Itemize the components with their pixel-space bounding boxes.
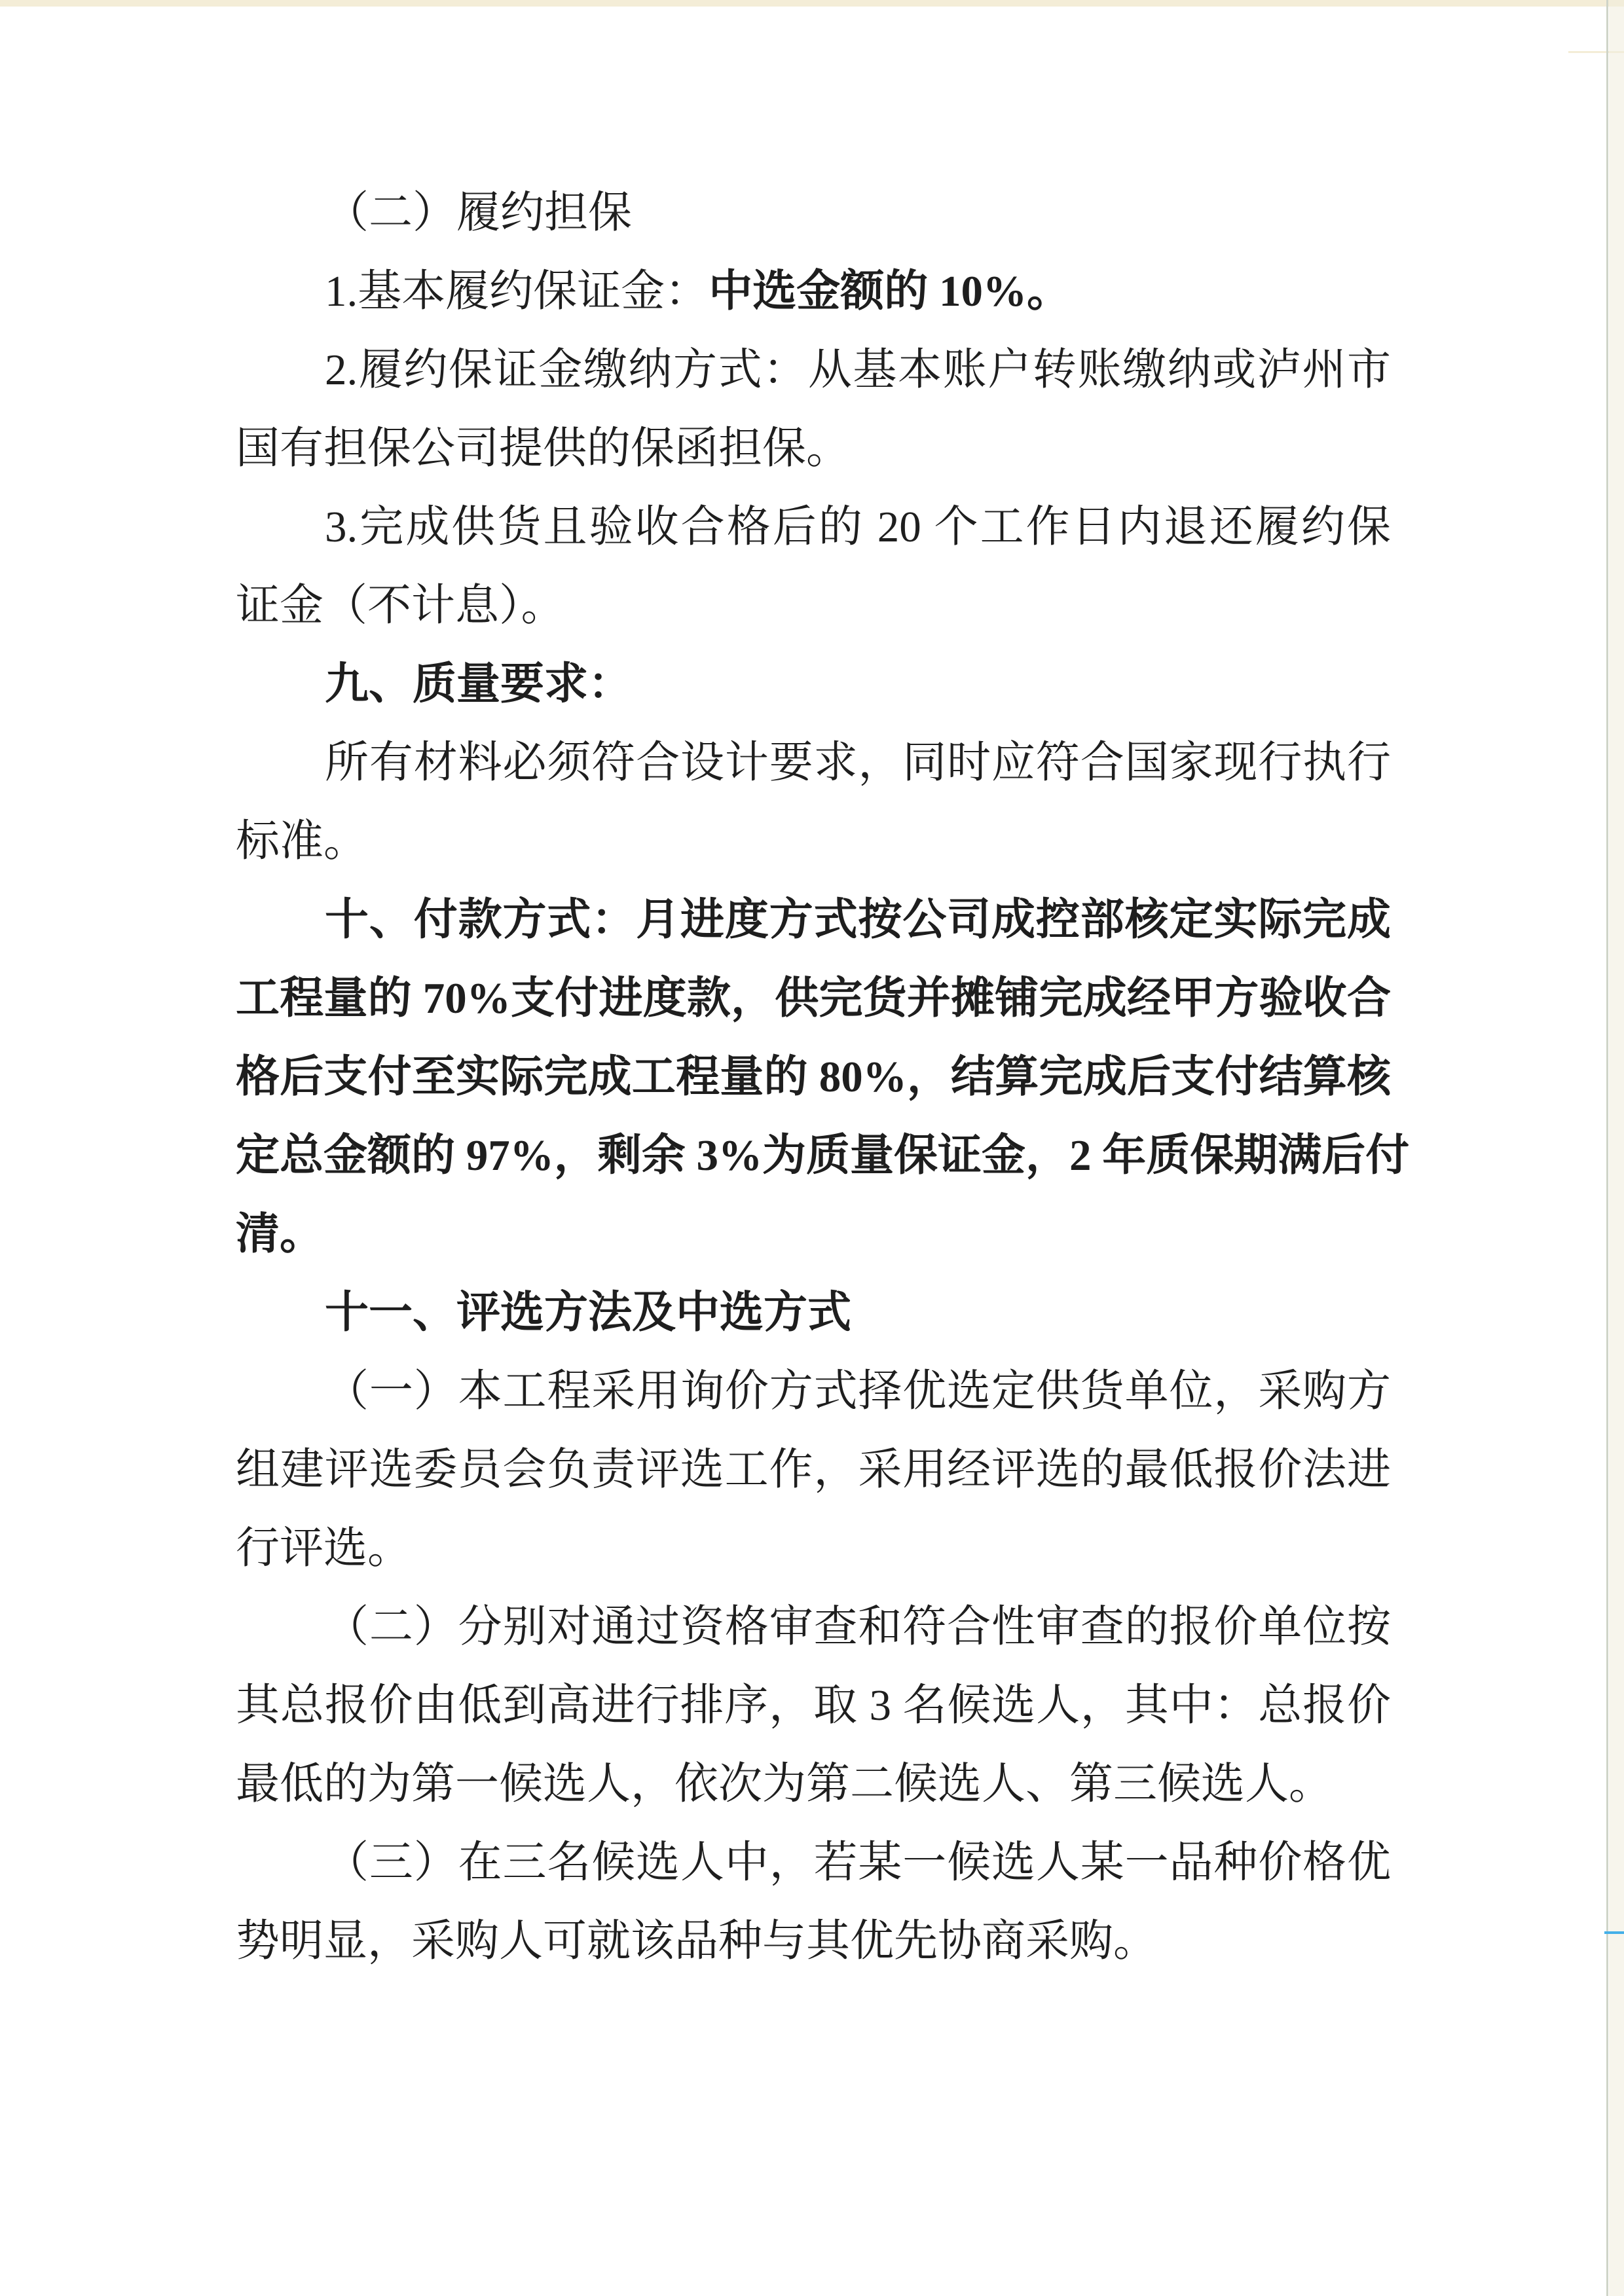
text-run: 其总报价由低到高进行排序，取 3 名候选人，其中：总报价	[236, 1681, 1391, 1730]
text-line	[236, 488, 1391, 566]
text-run: 所有材料必须符合设计要求，同时应符合国家现行执行	[325, 738, 1391, 787]
text-run: 国有担保公司提供的保函担保。	[236, 424, 850, 473]
text-run: 2.履约保证金缴纳方式：从基本账户转账缴纳或泸州市	[325, 346, 1391, 394]
bold-text-run: 定总金额的 97%，剩余 3%为质量保证金，2 年质保期满后付	[236, 1131, 1410, 1180]
scan-edge-top	[0, 0, 1624, 7]
text-line	[236, 173, 1391, 252]
text-line	[236, 409, 1391, 488]
text-run: 行评选。	[236, 1524, 411, 1573]
bold-text-run: 中选金额的 10%。	[709, 267, 1071, 316]
text-line	[236, 802, 1391, 881]
text-line	[236, 1273, 1391, 1352]
text-run: （二）分别对通过资格审查和符合性审查的报价单位按	[325, 1603, 1391, 1651]
bold-text-run: 格后支付至实际完成工程量的 80%，结算完成后支付结算核	[236, 1053, 1391, 1101]
text-run: （三）在三名候选人中，若某一候选人某一品种价格优	[325, 1838, 1391, 1887]
text-line	[236, 1195, 1391, 1273]
text-line	[236, 1666, 1391, 1745]
text-run: （二）履约担保	[325, 189, 632, 237]
text-run: 3.完成供货且验收合格后的 20 个工作日内退还履约保	[325, 503, 1391, 551]
text-run: 组建评选委员会负责评选工作，采用经评选的最低报价法进	[236, 1446, 1391, 1494]
bold-text-run: 清。	[236, 1210, 323, 1258]
text-line	[236, 1588, 1391, 1666]
text-line	[236, 959, 1391, 1038]
text-line	[236, 1116, 1410, 1195]
text-line	[236, 881, 1391, 959]
scan-line-artifact	[1606, 0, 1608, 2296]
text-line	[236, 1352, 1391, 1430]
text-line	[236, 1902, 1391, 1980]
scan-edge-right	[1609, 0, 1624, 2296]
text-line	[236, 1509, 1391, 1588]
text-line	[236, 331, 1391, 409]
bold-text-run: 十一、评选方法及中选方式	[325, 1288, 851, 1337]
text-run: 势明显，采购人可就该品种与其优先协商采购。	[236, 1917, 1157, 1965]
scan-blue-artifact	[1604, 1931, 1624, 1934]
bold-text-run: 九、质量要求：	[325, 660, 632, 708]
text-run: 证金（不计息）。	[236, 581, 565, 630]
bold-text-run: 十、付款方式：月进度方式按公司成控部核定实际完成	[325, 896, 1391, 944]
text-run: （一）本工程采用询价方式择优选定供货单位，采购方	[325, 1367, 1391, 1415]
text-run: 最低的为第一候选人，依次为第二候选人、第三候选人。	[236, 1760, 1333, 1808]
text-line	[236, 252, 1391, 331]
text-line	[236, 1038, 1391, 1116]
text-line	[236, 723, 1391, 802]
text-run: 标准。	[236, 817, 367, 866]
document-body	[236, 173, 1410, 1980]
text-line	[236, 1430, 1391, 1509]
text-line	[236, 566, 1391, 645]
text-run: 1.基本履约保证金：	[325, 267, 709, 316]
text-line	[236, 1745, 1391, 1823]
text-line	[236, 1823, 1391, 1902]
bold-text-run: 工程量的 70%支付进度款，供完货并摊铺完成经甲方验收合	[236, 974, 1391, 1023]
text-line	[236, 645, 1391, 723]
